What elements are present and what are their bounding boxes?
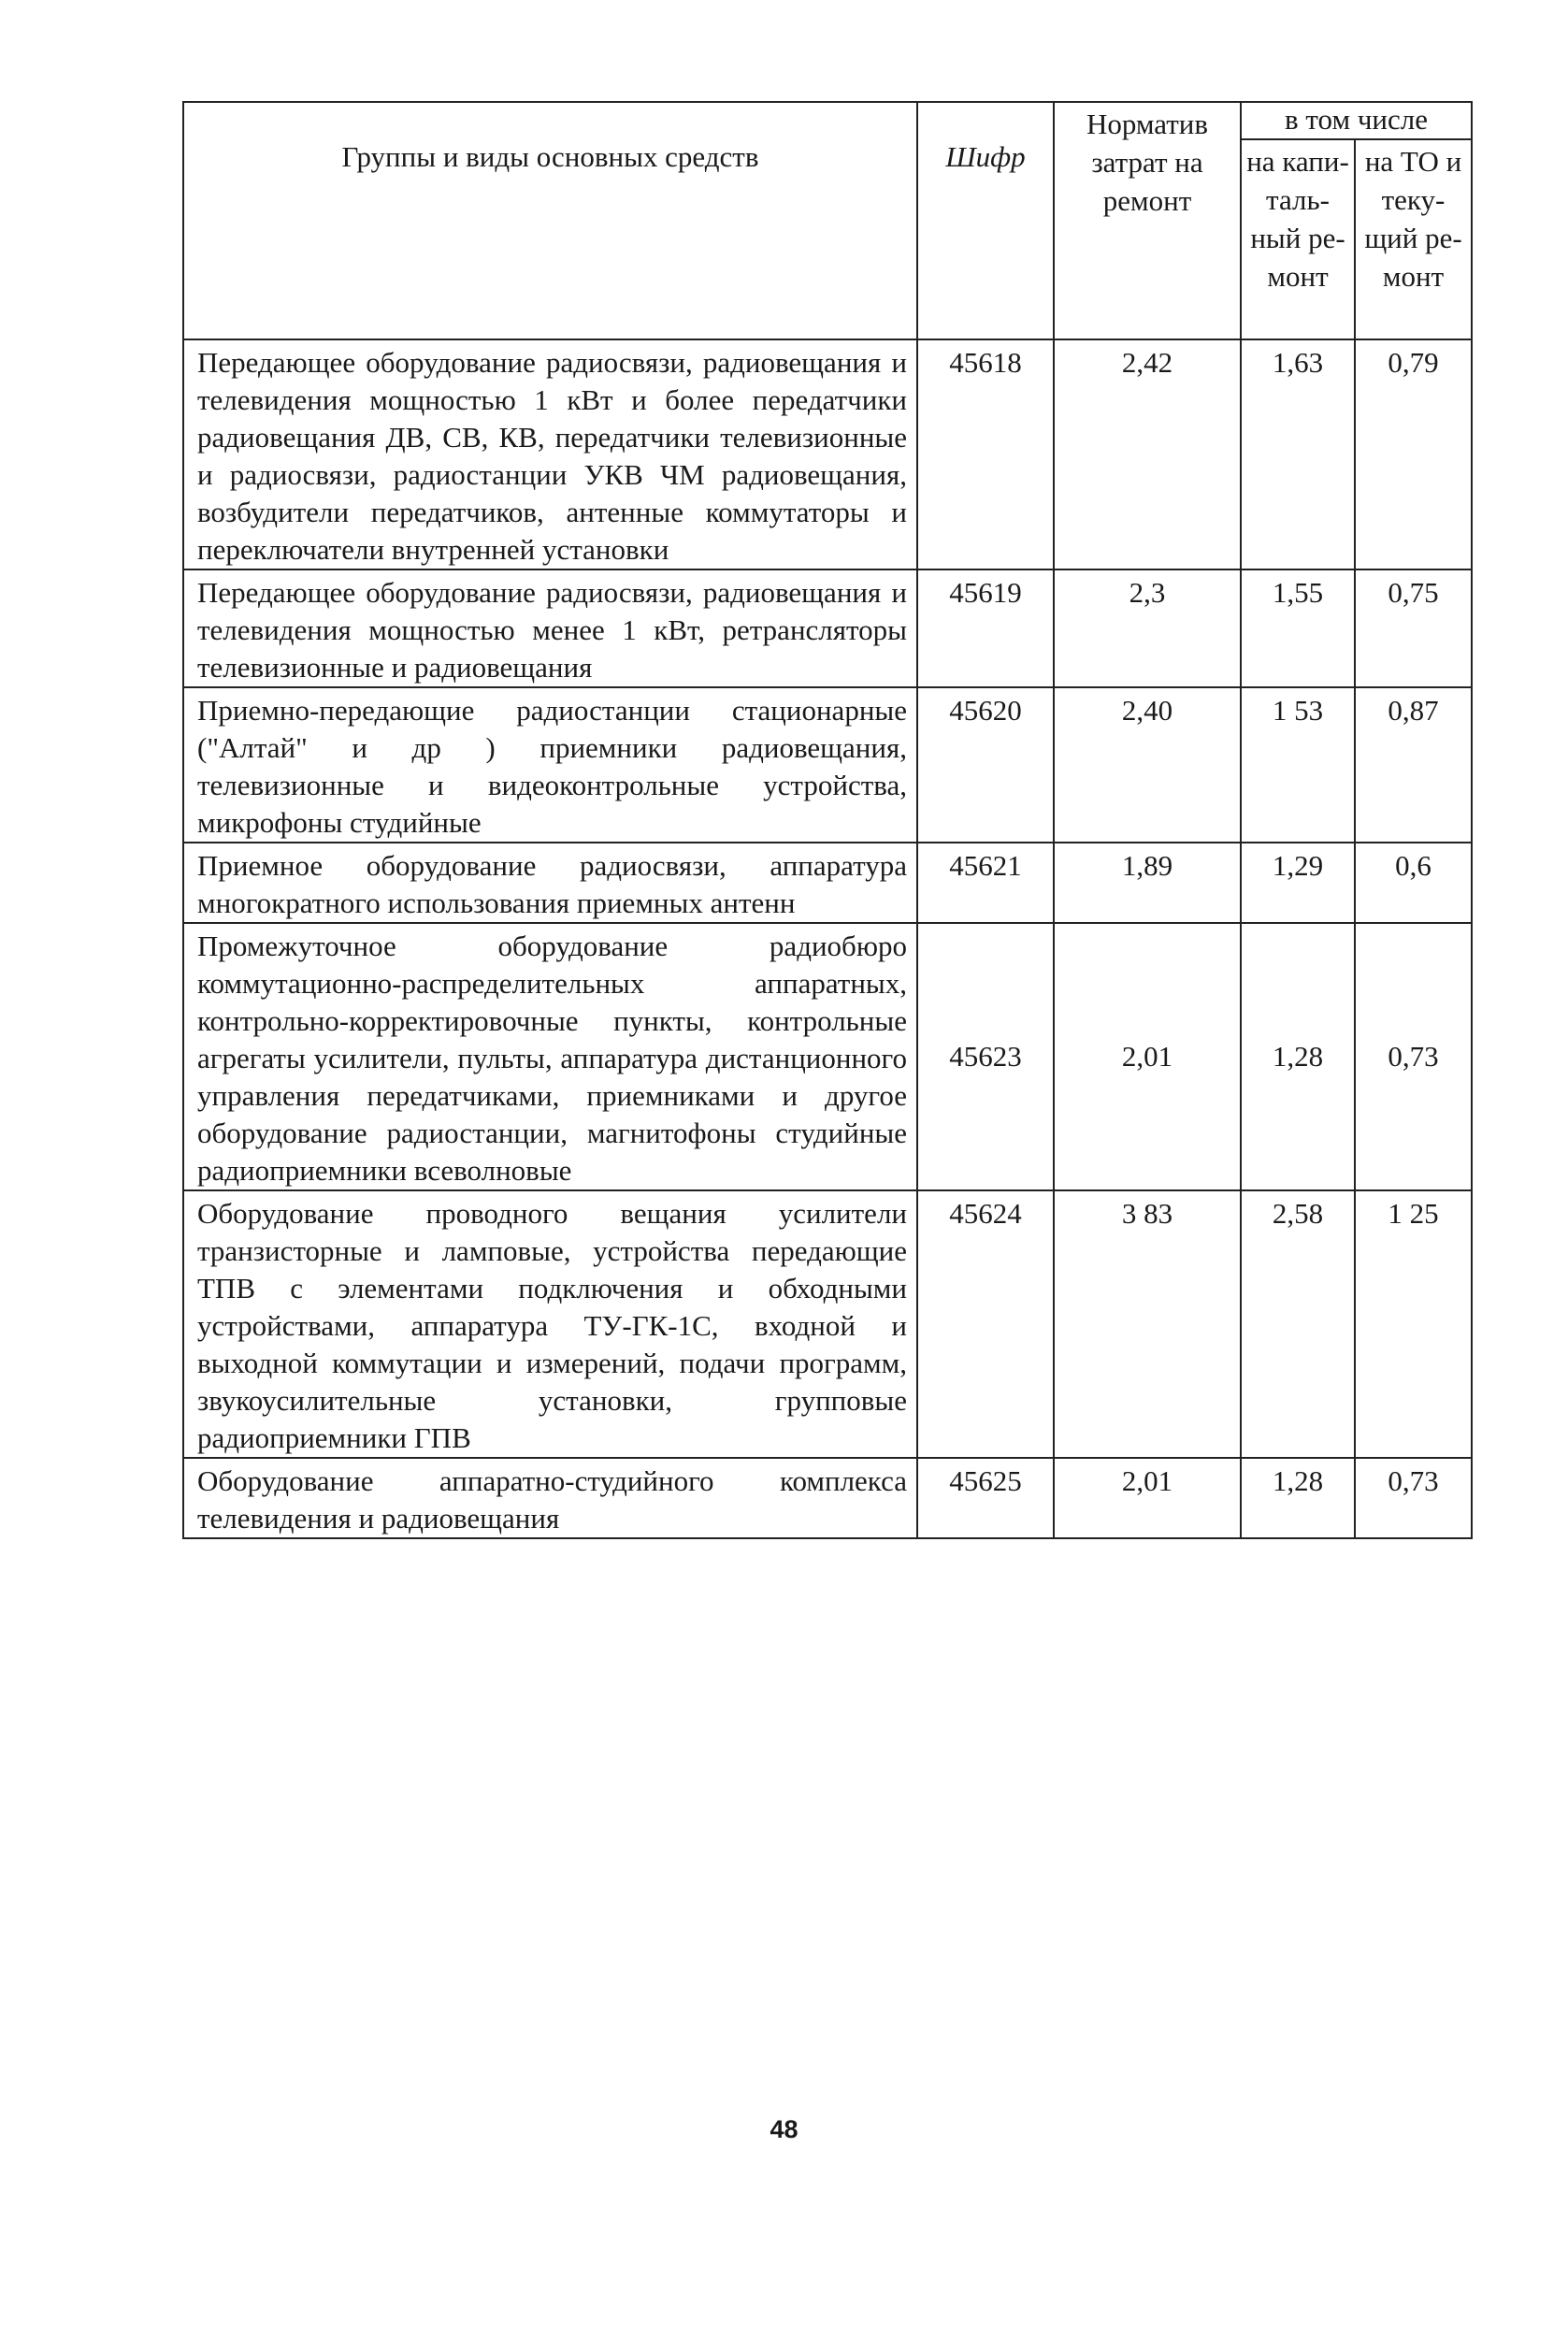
row-to-current: 0,73 — [1355, 1458, 1472, 1538]
row-code: 45619 — [917, 569, 1054, 687]
header-including: в том числе — [1241, 102, 1472, 139]
row-capital: 1,55 — [1241, 569, 1355, 687]
row-code: 45624 — [917, 1190, 1054, 1458]
row-name: Передающее оборудование радиосвязи, радиовещания и телевидения мощностью менее 1 кВт, ретрансляторы телевизионные и радиовещания — [183, 569, 917, 687]
row-to-current: 0,73 — [1355, 923, 1472, 1190]
table-row — [183, 843, 1472, 923]
table-row — [183, 687, 1472, 843]
table-row — [183, 1190, 1472, 1458]
row-norm: 2,3 — [1054, 569, 1241, 687]
row-name: Промежуточное оборудование радиобюро коммутационно-распределительных аппаратных, контрольно-корректировочные пункты, контрольные агрегаты усилители, пульты, аппаратура дистанционного управления передатчиками, приемниками и другое оборудование радиостанции, магнитофоны студийные радиоприемники всеволновые — [183, 923, 917, 1190]
row-code: 45618 — [917, 339, 1054, 569]
row-capital: 1 53 — [1241, 687, 1355, 843]
table-row — [183, 339, 1472, 569]
table-row — [183, 569, 1472, 687]
row-name: Оборудование аппаратно-студийного комплекса телевидения и радиовещания — [183, 1458, 917, 1538]
row-norm: 1,89 — [1054, 843, 1241, 923]
row-capital: 1,29 — [1241, 843, 1355, 923]
table-row — [183, 923, 1472, 1190]
row-norm: 2,01 — [1054, 923, 1241, 1190]
row-to-current: 0,79 — [1355, 339, 1472, 569]
row-to-current: 0,6 — [1355, 843, 1472, 923]
header-to-current-repair: на ТО и теку-щий ре-монт — [1355, 139, 1472, 339]
row-name: Приемно-передающие радиостанции стационарные ("Алтай" и др ) приемники радиовещания, телевизионные и видеоконтрольные устройства, микрофоны студийные — [183, 687, 917, 843]
header-capital-repair: на капи-таль-ный ре-монт — [1241, 139, 1355, 339]
row-norm: 3 83 — [1054, 1190, 1241, 1458]
row-to-current: 1 25 — [1355, 1190, 1472, 1458]
row-capital: 1,63 — [1241, 339, 1355, 569]
row-capital: 2,58 — [1241, 1190, 1355, 1458]
row-norm: 2,40 — [1054, 687, 1241, 843]
repair-norms-table — [182, 101, 1473, 1539]
row-code: 45621 — [917, 843, 1054, 923]
row-code: 45620 — [917, 687, 1054, 843]
header-norm: Норматив затрат на ремонт — [1054, 102, 1241, 339]
row-name: Приемное оборудование радиосвязи, аппаратура многократного использования приемных антенн — [183, 843, 917, 923]
header-groups: Группы и виды основных средств — [183, 102, 917, 339]
row-capital: 1,28 — [1241, 923, 1355, 1190]
row-norm: 2,01 — [1054, 1458, 1241, 1538]
row-to-current: 0,75 — [1355, 569, 1472, 687]
table-row — [183, 1458, 1472, 1538]
row-code: 45625 — [917, 1458, 1054, 1538]
header-row-top — [183, 102, 1472, 139]
row-name: Передающее оборудование радиосвязи, радиовещания и телевидения мощностью 1 кВт и более передатчики радиовещания ДВ, СВ, КВ, передатчики телевизионные и радиосвязи, радиостанции УКВ ЧМ радиовещания, возбудители передатчиков, антенные коммутаторы и переключатели внутренней установки — [183, 339, 917, 569]
row-norm: 2,42 — [1054, 339, 1241, 569]
row-to-current: 0,87 — [1355, 687, 1472, 843]
row-name: Оборудование проводного вещания усилители транзисторные и ламповые, устройства передающие ТПВ с элементами подключения и обходными устройствами, аппаратура ТУ-ГК-1С, входной и выходной коммутации и измерений, подачи программ, звукоусилительные установки, групповые радиоприемники ГПВ — [183, 1190, 917, 1458]
page-number: 48 — [770, 2115, 798, 2143]
row-code: 45623 — [917, 923, 1054, 1190]
header-code: Шифр — [917, 102, 1054, 339]
row-capital: 1,28 — [1241, 1458, 1355, 1538]
